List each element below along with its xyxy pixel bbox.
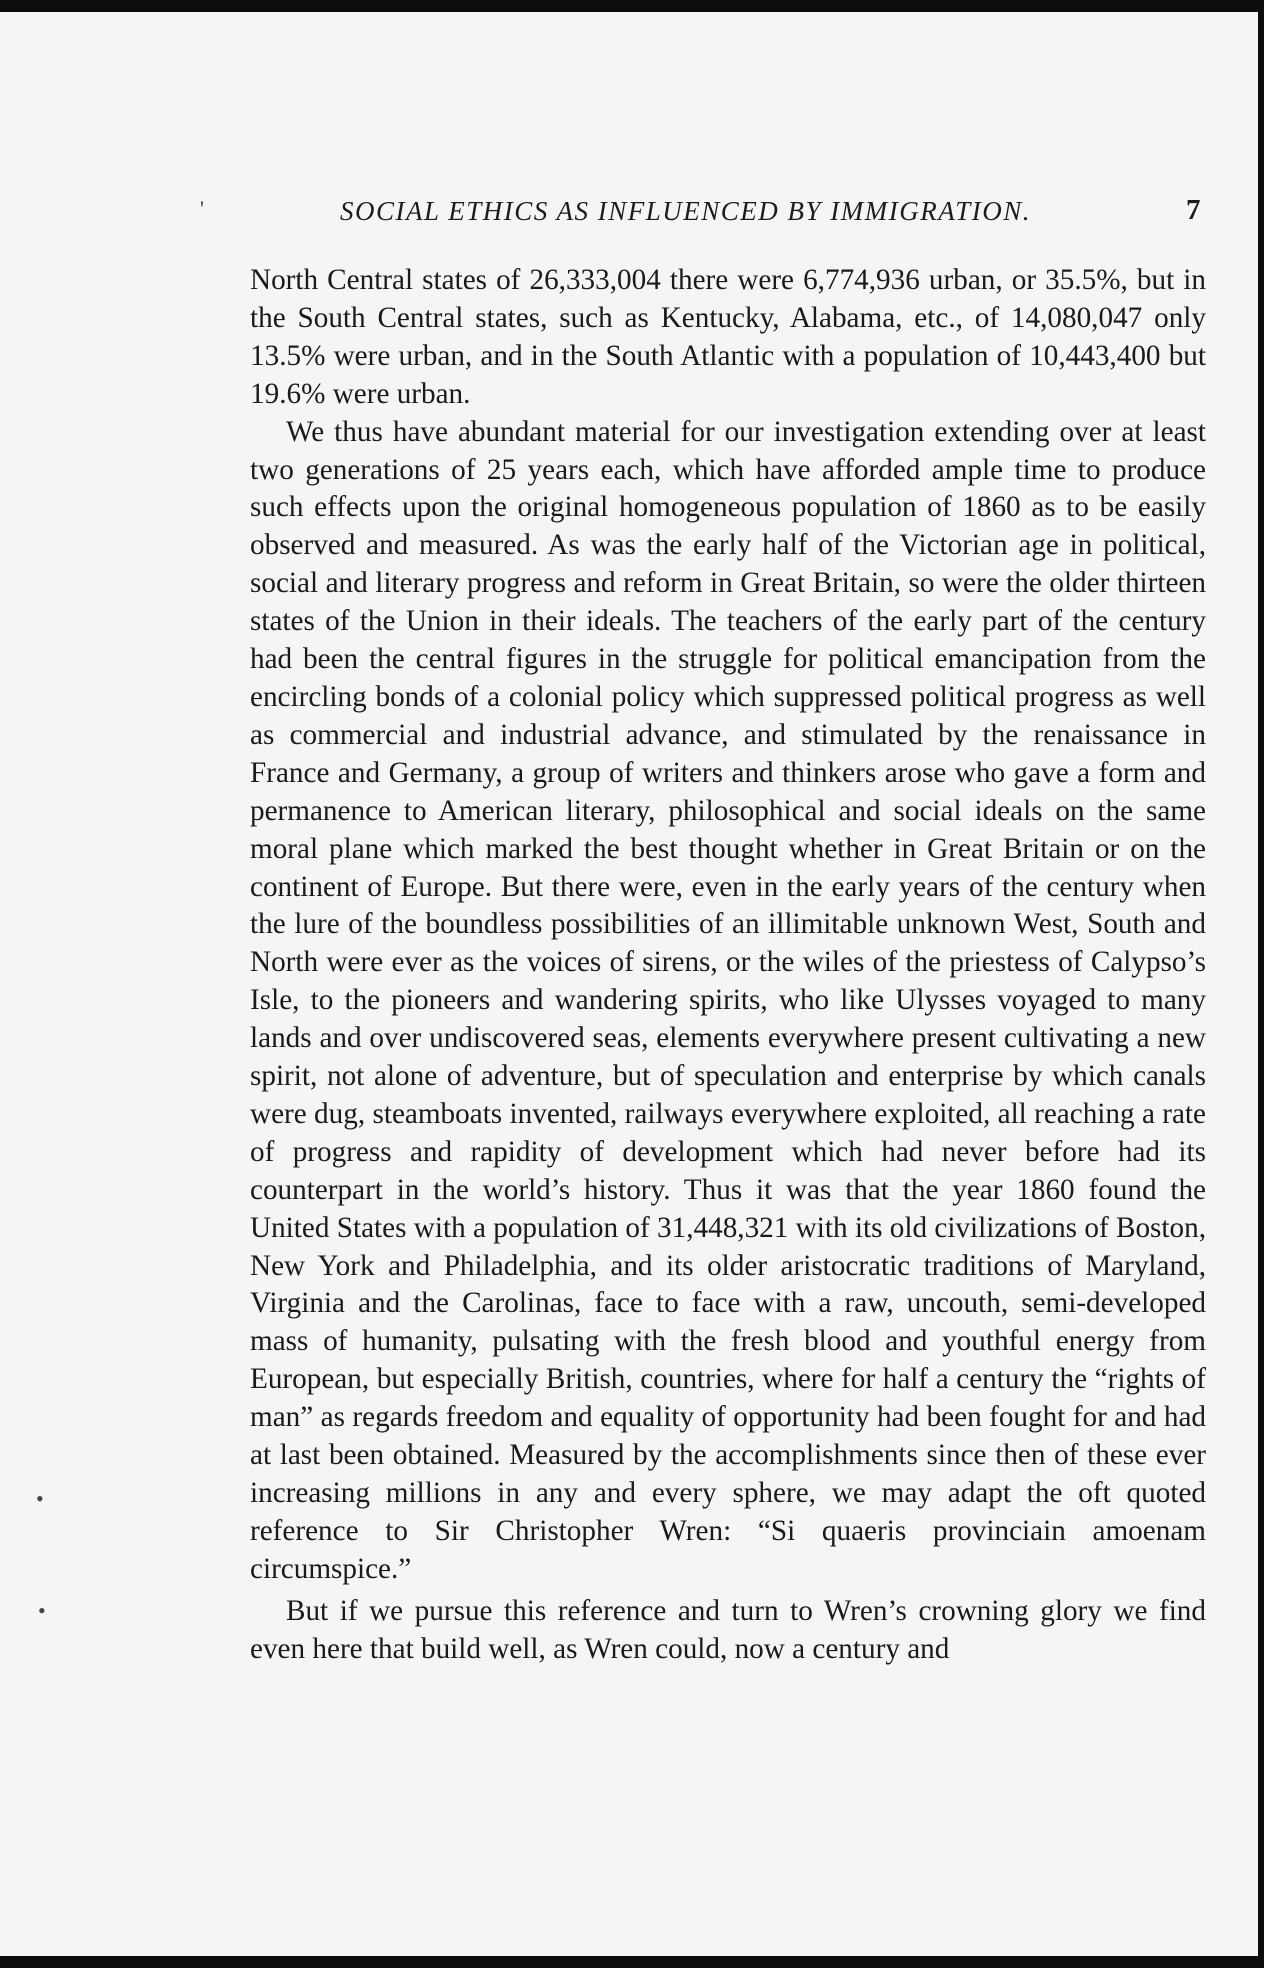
running-head: SOCIAL ETHICS AS INFLUENCED BY IMMIGRATION. <box>340 196 1032 226</box>
page-number: 7 <box>1186 194 1201 226</box>
body-text <box>250 262 1206 1669</box>
paragraph: North Central states of 26,333,004 there were 6,774,936 urban, or 35.5%, but in the South Central states, such as Kentucky, Alabama, etc., of 14,080,047 only 13.5% were urban, and in the South Atlantic with a population of 10,443,400 but 19.6% were urban. <box>250 264 1206 410</box>
scanned-page <box>0 12 1258 1956</box>
margin-mark: • <box>36 1486 44 1511</box>
margin-mark: • <box>38 1598 46 1623</box>
paragraph: But if we pursue this reference and turn to Wren’s crowning glory we find even here that build well, as Wren could, now a century and <box>250 1594 1206 1665</box>
margin-mark: ' <box>200 196 204 221</box>
paragraph: We thus have abundant material for our investigation extending over at least two generations of 25 years each, which have afforded ample time to produce such effects upon the original homogeneous population of 1860 as to be easily observed and measured. As was the early half of the Victorian age in political, social and literary progress and reform in Great Britain, so were the older thirteen states of the Union in their ideals. The teachers of the early part of the century had been the central figures in the struggle for political emancipation from the encircling bonds of a colonial policy which suppressed political progress as well as commercial and industrial advance, and stimulated by the renaissance in France and Germany, a group of writers and thinkers arose who gave a form and permanence to American literary, philosophical and social ideals on the same moral plane which marked the best thought whether in Great Britain or on the continent of Europe. But there were, even in the early years of the century when the lure of the boundless possibilities of an illimitable unknown West, South and North were ever as the voices of sirens, or the wiles of the priestess of Calypso’s Isle, to the pioneers and wandering spirits, who like Ulysses voyaged to many lands and over undiscovered seas, elements everywhere present cultivating a new spirit, not alone of adventure, but of speculation and enterprise by which canals were dug, steamboats invented, railways everywhere exploited, all reaching a rate of progress and rapidity of development which had never before had its counterpart in the world’s history. Thus it was that the year 1860 found the United States with a population of 31,448,321 with its old civilizations of Boston, New York and Philadelphia, and its older aristocratic traditions of Maryland, Virginia and the Carolinas, face to face with a raw, uncouth, semi-developed mass of humanity, pulsating with the fresh blood and youthful energy from European, but especially British, countries, where for half a century the “rights of man” as regards freedom and equality of opportunity had been fought for and had at last been obtained. Measured by the accomplishments since then of these ever increasing millions in any and every sphere, we may adapt the oft quoted reference to Sir Christopher Wren: “Si quaeris provinciain amoenam circumspice.” <box>250 415 1206 1585</box>
